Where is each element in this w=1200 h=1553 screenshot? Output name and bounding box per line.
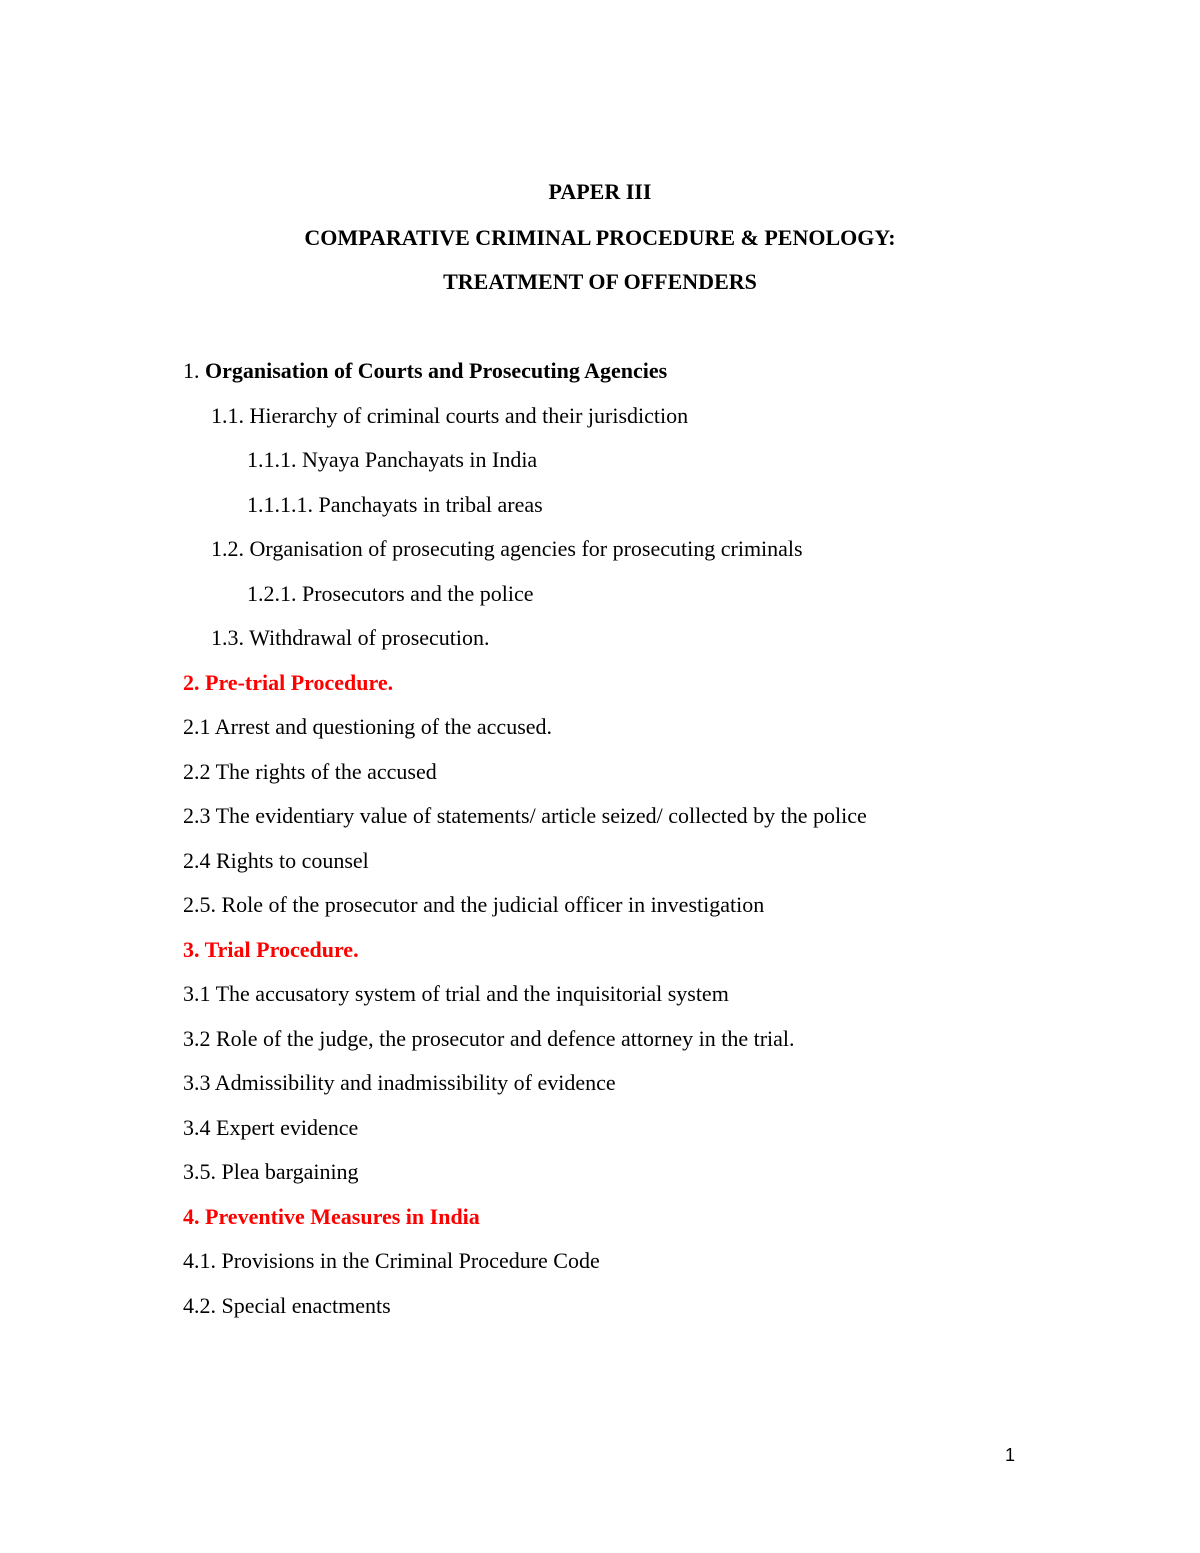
outline-item-2-3: 2.3 The evidentiary value of statements/ article seized/ collected by the police: [183, 803, 867, 828]
outline-item-3-4: 3.4 Expert evidence: [183, 1115, 359, 1140]
outline-item-1-1-1-1: 1.1.1.1. Panchayats in tribal areas: [247, 492, 543, 517]
section-1-heading: [183, 357, 667, 385]
outline-item-2-5: 2.5. Role of the prosecutor and the judicial officer in investigation: [183, 892, 765, 917]
outline-item-2-4: 2.4 Rights to counsel: [183, 848, 369, 873]
outline-item-4-2: 4.2. Special enactments: [183, 1293, 391, 1318]
outline-item-3-3: 3.3 Admissibility and inadmissibility of evidence: [183, 1070, 616, 1095]
section-1-number: 1.: [183, 358, 205, 383]
outline-item-3-2: 3.2 Role of the judge, the prosecutor and defence attorney in the trial.: [183, 1026, 795, 1051]
section-4-heading: 4. Preventive Measures in India: [183, 1204, 480, 1229]
outline-item-2-2: 2.2 The rights of the accused: [183, 759, 437, 784]
paper-title: COMPARATIVE CRIMINAL PROCEDURE & PENOLOGY:: [304, 225, 896, 250]
page-number: 1: [1005, 1445, 1016, 1465]
section-3-heading: 3. Trial Procedure.: [183, 937, 359, 962]
outline-item-1-2-1: 1.2.1. Prosecutors and the police: [247, 581, 534, 606]
outline-item-4-1: 4.1. Provisions in the Criminal Procedure Code: [183, 1248, 600, 1273]
outline-item-1-1: 1.1. Hierarchy of criminal courts and their jurisdiction: [211, 403, 689, 428]
section-1-title: Organisation of Courts and Prosecuting Agencies: [205, 358, 668, 383]
outline-item-3-1: 3.1 The accusatory system of trial and the inquisitorial system: [183, 981, 729, 1006]
outline-item-1-2: 1.2. Organisation of prosecuting agencies for prosecuting criminals: [211, 536, 803, 561]
outline-item-2-1: 2.1 Arrest and questioning of the accused.: [183, 714, 553, 739]
paper-number: PAPER III: [548, 179, 652, 204]
outline-item-3-5: 3.5. Plea bargaining: [183, 1159, 359, 1184]
paper-subtitle: TREATMENT OF OFFENDERS: [443, 269, 757, 294]
outline-item-1-3: 1.3. Withdrawal of prosecution.: [211, 625, 490, 650]
section-2-heading: 2. Pre-trial Procedure.: [183, 670, 394, 695]
outline-item-1-1-1: 1.1.1. Nyaya Panchayats in India: [247, 447, 538, 472]
